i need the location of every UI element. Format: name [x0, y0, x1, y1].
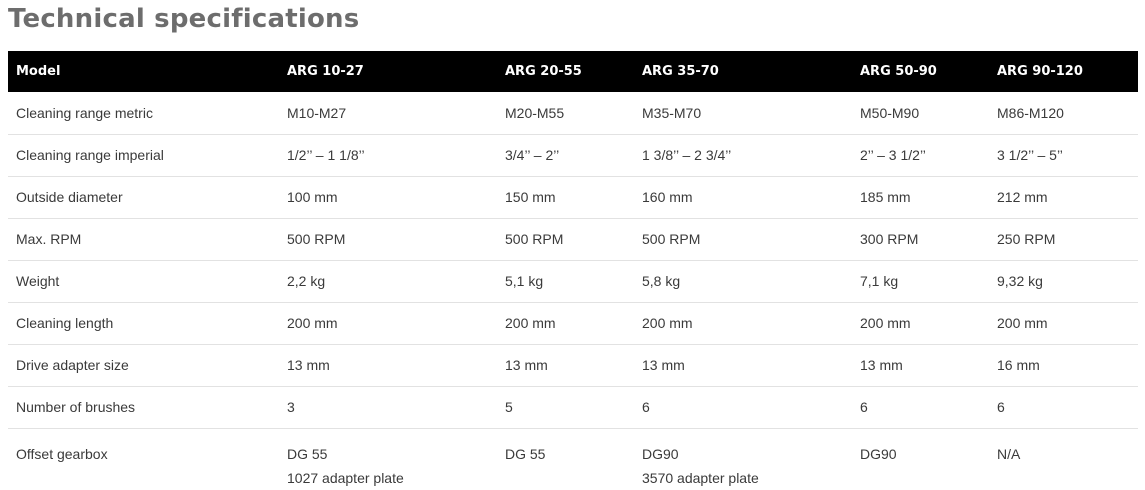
table-cell: 1 3/8’’ – 2 3/4’’ [642, 147, 732, 163]
row-label: Max. RPM [16, 231, 82, 247]
table-cell: 9,32 kg [997, 273, 1043, 289]
table-cell [852, 428, 989, 490]
table-cell: 500 RPM [642, 231, 701, 247]
row-label: Cleaning range metric [16, 104, 153, 121]
page-title: Technical specifications [8, 4, 360, 34]
table-row [8, 260, 1138, 302]
table-cell: 7,1 kg [860, 273, 899, 289]
table-cell: 1/2’’ – 1 1/8’’ [287, 147, 365, 163]
table-cell: 2,2 kg [287, 273, 326, 289]
table-cell: 200 mm [997, 315, 1048, 331]
row-label: Drive adapter size [16, 357, 129, 373]
header-arg-50-90: ARG 50-90 [860, 64, 937, 79]
header-arg-90-120: ARG 90-120 [997, 64, 1083, 79]
gearbox-name: N/A [997, 445, 1021, 462]
table-cell [989, 428, 1138, 490]
header-arg-20-55: ARG 20-55 [505, 64, 582, 79]
table-cell: M50-M90 [860, 104, 920, 121]
table-cell: 13 mm [642, 357, 685, 373]
table-cell: 13 mm [860, 357, 903, 373]
table-row [8, 344, 1138, 386]
table-cell: 200 mm [860, 315, 911, 331]
header-arg-35-70: ARG 35-70 [642, 64, 719, 79]
table-cell: M86-M120 [997, 104, 1064, 121]
table-cell: 6 [997, 399, 1005, 415]
row-label: Cleaning length [16, 315, 114, 331]
table-row [8, 386, 1138, 428]
table-cell: 100 mm [287, 189, 338, 205]
row-label [8, 428, 279, 490]
table-cell: 5 [505, 399, 513, 415]
table-cell: 150 mm [505, 189, 556, 205]
table-cell [634, 428, 852, 490]
table-cell: 200 mm [287, 315, 338, 331]
table-header-row [8, 51, 1138, 92]
table-cell [497, 428, 634, 490]
table-cell: 3 1/2’’ – 5’’ [997, 147, 1063, 163]
table-cell: 300 RPM [860, 231, 919, 247]
header-arg-10-27: ARG 10-27 [287, 64, 364, 79]
row-label: Weight [16, 273, 60, 289]
row-label: Cleaning range imperial [16, 147, 164, 163]
table-cell: 160 mm [642, 189, 693, 205]
table-row [8, 302, 1138, 344]
table-cell: 6 [642, 399, 650, 415]
table-cell: M10-M27 [287, 104, 347, 121]
table-cell: 200 mm [505, 315, 556, 331]
table-row [8, 134, 1138, 176]
table-cell: 250 RPM [997, 231, 1056, 247]
table-cell: 13 mm [505, 357, 548, 373]
table-cell: 6 [860, 399, 868, 415]
header-model: Model [16, 64, 61, 79]
table-cell: M20-M55 [505, 104, 565, 121]
table-cell: 2’’ – 3 1/2’’ [860, 147, 926, 163]
table-row [8, 428, 1138, 490]
specifications-table [8, 51, 1138, 490]
table-cell: M35-M70 [642, 104, 702, 121]
table-cell: 212 mm [997, 189, 1048, 205]
table-cell: 5,8 kg [642, 273, 681, 289]
table-row [8, 92, 1138, 134]
table-cell: 500 RPM [505, 231, 564, 247]
table-cell: 185 mm [860, 189, 911, 205]
row-label: Number of brushes [16, 399, 136, 415]
table-cell: 3 [287, 399, 295, 415]
table-row [8, 176, 1138, 218]
gearbox-name: DG 55 [287, 445, 328, 462]
gearbox-name: DG90 [642, 445, 679, 462]
gearbox-name: DG 55 [505, 445, 546, 462]
row-label: Outside diameter [16, 189, 123, 205]
table-row [8, 218, 1138, 260]
adapter-plate: 1027 adapter plate [287, 469, 404, 486]
adapter-plate: 3570 adapter plate [642, 469, 759, 486]
gearbox-name: DG90 [860, 445, 897, 462]
table-cell: 16 mm [997, 357, 1040, 373]
table-cell: 5,1 kg [505, 273, 544, 289]
table-cell [279, 428, 497, 490]
row-label-text: Offset gearbox [16, 445, 108, 462]
table-cell: 13 mm [287, 357, 330, 373]
table-cell: 500 RPM [287, 231, 346, 247]
table-cell: 3/4’’ – 2’’ [505, 147, 560, 163]
table-cell: 200 mm [642, 315, 693, 331]
